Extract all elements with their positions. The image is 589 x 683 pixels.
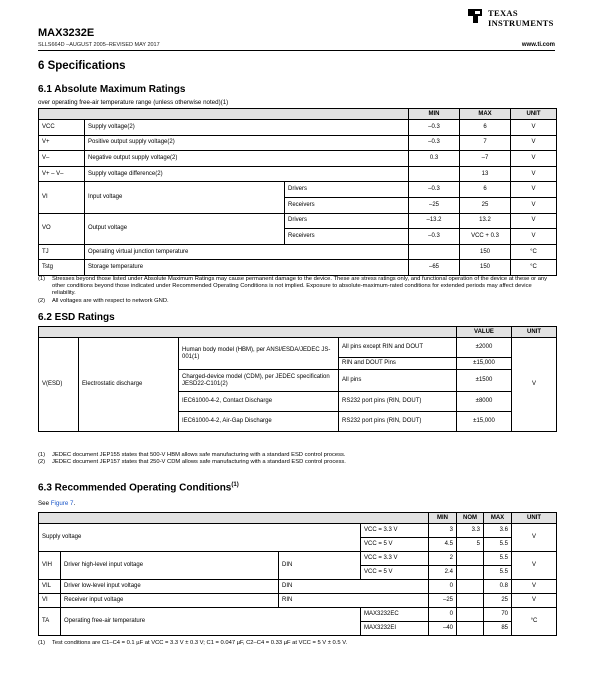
roc-see-suffix: . — [73, 500, 76, 507]
logo-text-line2: INSTRUMENTS — [488, 18, 554, 28]
pins-cell: RIN and DOUT Pins — [339, 358, 457, 370]
unit-cell: °C — [512, 608, 557, 636]
symbol-cell: VO — [39, 213, 85, 244]
value-cell: ±1500 — [457, 370, 512, 392]
min-cell: –0.3 — [409, 135, 460, 151]
unit-cell: °C — [511, 260, 557, 276]
pins-cell: All pins except RIN and DOUT — [339, 338, 457, 358]
table-row — [39, 182, 557, 198]
table-row — [39, 594, 557, 608]
nom-cell — [457, 566, 484, 580]
column-header: UNIT — [512, 513, 557, 524]
min-cell: –40 — [429, 622, 457, 636]
min-cell: –25 — [409, 197, 460, 213]
table-row — [39, 552, 557, 566]
min-cell: –65 — [409, 260, 460, 276]
condition-cell: VCC = 5 V — [361, 566, 429, 580]
condition-cell: MAX3232EC — [361, 608, 429, 622]
table-row — [39, 135, 557, 151]
min-cell: –0.3 — [409, 120, 460, 136]
figure-7-link[interactable]: Figure 7 — [50, 500, 74, 507]
table-row — [39, 524, 557, 538]
footnote-text: JEDEC document JEP155 states that 500-V HBM allows safe manufacturing with a standard ESD control process. — [52, 452, 346, 458]
footnote-text: All voltages are with respect to network GND. — [52, 297, 169, 304]
min-cell: –25 — [429, 594, 457, 608]
min-cell: 2.4 — [429, 566, 457, 580]
unit-cell: V — [511, 166, 557, 182]
parameter-cell: Negative output supply voltage(2) — [85, 151, 409, 167]
value-cell: ±8000 — [457, 392, 512, 412]
condition-cell: VCC = 3.3 V — [361, 524, 429, 538]
column-header: MAX — [484, 513, 512, 524]
table-row — [39, 109, 557, 120]
parameter-cell: Positive output supply voltage(2) — [85, 135, 409, 151]
pins-cell: RS232 port pins (RIN, DOUT) — [339, 412, 457, 432]
min-cell: 3 — [429, 524, 457, 538]
model-cell: IEC61000-4-2, Contact Discharge — [179, 392, 339, 412]
symbol-cell: TJ — [39, 244, 85, 260]
symbol-cell: V+ — [39, 135, 85, 151]
pin-cell: RIN — [279, 594, 429, 608]
value-cell: ±15,000 — [457, 412, 512, 432]
symbol-cell: TA — [39, 608, 61, 636]
roc-title — [38, 482, 239, 493]
unit-cell: V — [512, 524, 557, 552]
max-cell: 5.5 — [484, 552, 512, 566]
max-cell: 150 — [460, 244, 511, 260]
footnote-number: (1) — [38, 640, 46, 646]
min-cell: –0.3 — [409, 182, 460, 198]
symbol-cell: V+ – V– — [39, 166, 85, 182]
unit-cell: V — [511, 135, 557, 151]
condition-cell: VCC = 5 V — [361, 538, 429, 552]
min-cell: –0.3 — [409, 229, 460, 245]
footnote — [38, 452, 556, 459]
model-cell: Human body model (HBM), per ANSI/ESDA/JEDEC JS-001(1) — [179, 338, 339, 370]
min-cell: 0 — [429, 608, 457, 622]
roc-title-text: 6.3 Recommended Operating Conditions — [38, 482, 232, 494]
parameter-cell: Output voltage — [85, 213, 285, 244]
pin-cell: DIN — [279, 552, 361, 580]
unit-cell: V — [511, 182, 557, 198]
table-row — [39, 213, 557, 229]
parameter-cell: Supply voltage difference(2) — [85, 166, 409, 182]
footnote-text: Stresses beyond those listed under Absolute Maximum Ratings may cause permanent damage to the device. These are stress ratings only, and functional operation of the device at these or any other conditions beyond those indicated under Recommended Operating Conditions is not implied. Exposure to absolute-maximum-rated conditions for extended periods may affect device reliability. — [52, 276, 548, 297]
parameter-cell: Operating virtual junction temperature — [85, 244, 409, 260]
symbol-cell: Tstg — [39, 260, 85, 276]
condition-cell: MAX3232EI — [361, 622, 429, 636]
max-cell: 3.6 — [484, 524, 512, 538]
nom-cell — [457, 580, 484, 594]
nom-cell — [457, 622, 484, 636]
nom-cell — [457, 594, 484, 608]
column-header: UNIT — [511, 109, 557, 120]
unit-cell: V — [512, 552, 557, 580]
parameter-cell: Operating free-air temperature — [61, 608, 361, 636]
min-cell — [409, 244, 460, 260]
max-cell: 85 — [484, 622, 512, 636]
footnote — [38, 298, 556, 305]
column-header: UNIT — [512, 327, 557, 338]
footnote — [38, 459, 556, 466]
header-cell — [39, 513, 429, 524]
parameter-cell: Supply voltage — [39, 524, 361, 552]
table-row — [39, 608, 557, 622]
min-cell: 0.3 — [409, 151, 460, 167]
roc-title-note: (1) — [231, 482, 239, 488]
ti-logo — [466, 6, 566, 30]
roc-table — [38, 512, 557, 636]
footnote-number: (1) — [38, 276, 46, 282]
symbol-cell: V(ESD) — [39, 338, 79, 432]
condition-cell: Drivers — [285, 213, 409, 229]
min-cell: –13.2 — [409, 213, 460, 229]
unit-cell: V — [512, 580, 557, 594]
model-cell: IEC61000-4-2, Air-Gap Discharge — [179, 412, 339, 432]
symbol-cell: VCC — [39, 120, 85, 136]
amr-subtitle: over operating free-air temperature range (unless otherwise noted)(1) — [38, 99, 229, 106]
roc-see-prefix: See — [38, 500, 51, 507]
table-row — [39, 120, 557, 136]
max-cell: 5.5 — [484, 566, 512, 580]
parameter-cell: Electrostatic discharge — [79, 338, 179, 432]
table-row — [39, 338, 557, 358]
footnote-text: Test conditions are C1–C4 = 0.1 µF at VCC = 3.3 V ± 0.3 V; C1 = 0.047 µF, C2–C4 = 0.33 µF at VCC = 5 V ± 0.5 V. — [52, 640, 348, 646]
max-cell: 25 — [484, 594, 512, 608]
min-cell: 0 — [429, 580, 457, 594]
unit-cell: V — [512, 594, 557, 608]
nom-cell: 5 — [457, 538, 484, 552]
max-cell: 70 — [484, 608, 512, 622]
footnote — [38, 640, 556, 647]
site-link[interactable]: www.ti.com — [521, 42, 555, 48]
column-header: MIN — [429, 513, 457, 524]
column-header: MIN — [409, 109, 460, 120]
amr-table — [38, 108, 557, 276]
header-cell — [39, 109, 409, 120]
min-cell — [409, 166, 460, 182]
table-row — [39, 166, 557, 182]
max-cell: 25 — [460, 197, 511, 213]
condition-cell: Receivers — [285, 197, 409, 213]
min-cell: 4.5 — [429, 538, 457, 552]
nom-cell — [457, 608, 484, 622]
max-cell: 5.5 — [484, 538, 512, 552]
footnote-number: (1) — [38, 452, 46, 458]
max-cell: 13.2 — [460, 213, 511, 229]
max-cell: 0.8 — [484, 580, 512, 594]
pins-cell: All pins — [339, 370, 457, 392]
roc-see — [38, 500, 75, 507]
unit-cell: V — [511, 229, 557, 245]
amr-title: 6.1 Absolute Maximum Ratings — [38, 84, 186, 95]
symbol-cell: V– — [39, 151, 85, 167]
symbol-cell: VIH — [39, 552, 61, 580]
parameter-cell: Storage temperature — [85, 260, 409, 276]
parameter-cell: Driver high-level input voltage — [61, 552, 279, 580]
esd-footnotes — [38, 452, 556, 466]
column-header: VALUE — [457, 327, 512, 338]
footnote-text: JEDEC document JEP157 states that 250-V CDM allows safe manufacturing with a standard ESD control process. — [52, 459, 346, 466]
logo-text-line1: TEXAS — [488, 8, 518, 18]
parameter-cell: Supply voltage(2) — [85, 120, 409, 136]
parameter-cell: Receiver input voltage — [61, 594, 279, 608]
footnote-number: (2) — [38, 297, 46, 304]
parameter-cell: Driver low-level input voltage — [61, 580, 279, 594]
symbol-cell: VI — [39, 594, 61, 608]
table-row — [39, 260, 557, 276]
max-cell: 7 — [460, 135, 511, 151]
max-cell: –7 — [460, 151, 511, 167]
ti-logo-icon — [466, 7, 484, 25]
parameter-cell: Input voltage — [85, 182, 285, 213]
footnote — [38, 276, 556, 298]
condition-cell: Drivers — [285, 182, 409, 198]
condition-cell: Receivers — [285, 229, 409, 245]
unit-cell: V — [511, 120, 557, 136]
header-rule — [38, 50, 555, 51]
max-cell: 13 — [460, 166, 511, 182]
value-cell: ±15,000 — [457, 358, 512, 370]
unit-cell: V — [512, 338, 557, 432]
part-number: MAX3232E — [38, 27, 95, 39]
section-title: 6 Specifications — [38, 60, 126, 72]
unit-cell: °C — [511, 244, 557, 260]
pins-cell: RS232 port pins (RIN, DOUT) — [339, 392, 457, 412]
max-cell: 6 — [460, 182, 511, 198]
value-cell: ±2000 — [457, 338, 512, 358]
pin-cell: DIN — [279, 580, 429, 594]
column-header: MAX — [460, 109, 511, 120]
footnote-number: (2) — [38, 459, 46, 466]
condition-cell: VCC = 3.3 V — [361, 552, 429, 566]
table-row — [39, 327, 557, 338]
table-row — [39, 513, 557, 524]
esd-title: 6.2 ESD Ratings — [38, 312, 115, 323]
max-cell: VCC + 0.3 — [460, 229, 511, 245]
table-row — [39, 151, 557, 167]
nom-cell — [457, 552, 484, 566]
esd-table — [38, 326, 557, 432]
max-cell: 6 — [460, 120, 511, 136]
document-id: SLLS664D –AUGUST 2005–REVISED MAY 2017 — [38, 42, 160, 48]
header-cell — [39, 327, 457, 338]
model-cell: Charged-device model (CDM), per JEDEC specification JESD22-C101(2) — [179, 370, 339, 392]
column-header: NOM — [457, 513, 484, 524]
max-cell: 150 — [460, 260, 511, 276]
unit-cell: V — [511, 213, 557, 229]
amr-footnotes — [38, 276, 556, 305]
symbol-cell: VI — [39, 182, 85, 213]
min-cell: 2 — [429, 552, 457, 566]
table-row — [39, 580, 557, 594]
symbol-cell: VIL — [39, 580, 61, 594]
roc-footnotes — [38, 640, 556, 647]
unit-cell: V — [511, 151, 557, 167]
nom-cell: 3.3 — [457, 524, 484, 538]
table-row — [39, 244, 557, 260]
unit-cell: V — [511, 197, 557, 213]
